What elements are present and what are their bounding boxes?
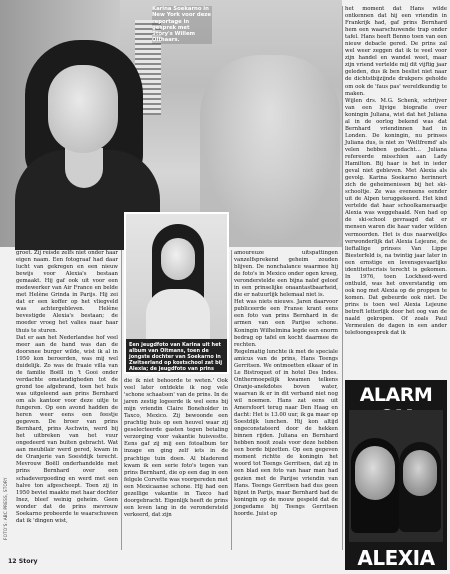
main-photo-caption: Karina Soekarno in New York voor deze reportage in gesprek met Story's Willem Olthaars. [152,6,211,44]
article-column-middle-2 [234,250,338,550]
inset-photo-caption: Een jeugdfoto van Karina uit het album van Oltmans, toen de jongste dochter van Soekarno in Zwitserland op kostschool zat bij Alexia; de jeugdfoto van prins Bernhard. [129,342,223,378]
alarm-title-top: ALARM [359,384,433,406]
magazine-name: Story [18,558,38,565]
paragraph: Het was niets nieuws. Jaren daarvoor publiceerde een Franse krant eens een foto van prins Bernhard in de armen van een Parijse schone. Koningin Wilhelmina legde een enorm bedrag op tafel en kocht daarmee de rechten. [234,299,338,348]
column-divider [121,250,122,550]
main-photo [0,0,342,247]
alexia-photo-face-1 [355,446,395,500]
column-divider [231,250,232,550]
article-column-right [345,6,447,376]
alarm-title-bottom: ALEXIA [357,546,435,570]
alarm-photos [349,410,443,542]
column-divider [342,6,343,550]
girl-body [146,289,210,339]
paragraph: Dat er aan het Nederlandse hof veel meer aan de hand was dan de doorsnee burger wilde, wist ik al in 1950 kon beroerden, was mij wel duidelijk. Zo was de fraaie villa van de familie Boëll in 't Gooi onder verdachte omstandigheden tot de grond toe afgebrand, toen het huis was uitgeleend aan prins Bernhard om als kantoor voor deze uitje te fungeren. Op een avond hadden de heren weer eens een feestje gegeven. De broer van prins Bernhard, prins Aschwin, werd bij het uitbreken van het vuur ongedeerd van buiten gebracht. Wat aan meubilair werd gered, kwam in de Oranjerie van Soestdijk terecht. Mevrouw Boëll onderhandelde met prins Bernhard over een schadevergoeding en werd met een halve ton afgescheept. Toen zij in 1950 beviel maakte met haar dochter Inez, bleef weinig geheim. Geen wonder dat de prins mevrouw Soekarno probeerde te waarschuwen dat ik 'dingen wist, [16,334,118,524]
paragraph: Wijlen drs. M.G. Schenk, schrijver van een lijvige biografie over koningin Juliana, wist dat het Juliana al in de oorlog bekend was dat Bernhard vriendinnen had in Londen. De koningin, nu prinses Juliana dus, is niet zo 'Weltfremd' als velen hebben gedacht… Juliana refereerde misschien aan Lady Hamilton. Bij haar is het in ieder geval niet gebleven. Met Alexia als gevolg. Karina Soekarno herinnert zich de geheimenissen bij het ski-schooltje. Ze was eveneens eender uit de Alpen teruggekeerd. Het kind vertelde dat haar schoolkameraadje Alexia was weggehaald. Nen had op de ski-school gevraagd dat er mensen waren die haar vader wilden vermoorden. Het is dus naarwelijks verwonderlijk dat Alexia Lejeune, de lieftallige prinses Van Lippe Biesterfeld is, na twintig jaar later in een ernstige en levensgevaarlijke identiteitscrisis terecht is gekomen. In 1976, toen Lockheed-werd onthuld, was het onverstandig om ook nog met Alexia op de proppen te komen. Dat gebeurde ook niet. De prins is toen wel Alexia Lejeune betreft letterlijk door het oog van de naald gekropen. Of zoals Paul Vermeulen de dagen in een ander telefoongesprek dat ik [345,97,447,337]
woman-face [48,65,118,153]
woman-neck [65,148,103,188]
paragraph: amoureuze uitspattingen vanzelfsprekend geheim zouden blijven. De nonchalance waarmee hij de foto's in Mexico onder ogen kreeg, veronderstelde een bijna naïef geloof in een prinselijke onaantastbaarheid, die er natuurlijk helemaal niet is. [234,250,338,299]
page-number: 12 [8,558,17,565]
alarm-om-alexia-box [345,380,447,570]
girl-face [161,238,195,280]
inset-photo-image [126,214,227,339]
article-column-middle-1 [124,378,228,550]
photo-credit: FOTO'S: ABC PRESS, STORY [3,477,8,540]
inset-photo [124,212,229,378]
paragraph: het moment dat Hans wilde ontkennen dat hij een vriendin in Frankrijk had, gaf prins Bernhard hem een waarschuwende trap onder tafel. Hans heeft Benno toen van een nieuw debacle gered. De prins zal wel weer zeggen dat ik te veel voor zijn handel en wandel weet, maar zijn vriend vertelde mij dit vijftig jaar geleden, dus ik ben beslist niet naar de dichtstbijzijnde drukpers geholde om ook de 'faus pas' wereldkundig te maken. [345,6,447,97]
alexia-photo-face-2 [403,450,437,496]
paragraph: die ik niet behoorde te weten.' Ook veel later ontdekte ik nog vele 'schone schaatsen' van de prins. In de jaren zestig logeerde ik wel eens bij mijn vriendin Claire Boneholder in Taxco, Mexico. Zij bewoonde een prachtig huis op een heuvel waar zij geselecteerde gasten tegen betaling verzorging voor vakantie huisvestte. Eens gaf zij mij een fotoalbum ter inzage en ging zelf iets in de prachtige tuin doen. Al bladerend kwam ik een serie foto's tegen van prins Bernhard, die op een dag in een felgele Corvette was voorgereden met een Mexicaanse schone. Hij had een gezellige vakantie in Taxco had doorgebracht. Eigenlijk heeft de prins een leven lang in de verondersteld verkeerd, dat zijn [124,378,228,518]
paragraph: groet. Zij reisde zelfs niet onder haar eigen naam. Een fotograaf had daar lucht van gekregen en een nieuw bewijs voor Alexia's bestaan gemaakt. Hij gaf ook uit voor een medewerker van Air France en belde met Helène Grinda in Parijs. Hij zei dat er een koffer op het vliegveld was achtergebleven. Helène bevestigde Alexia's bestaan; de moeder vroeg het valies naar haar thuis te sturen. [16,250,118,334]
page-footer [8,558,38,565]
article-column-left [16,250,118,550]
paragraph: Regelmatig lunchte ik met de speciale amicus van de prins, Hans Teengs Gerritsen. We ontmoetten elkaar of in Le Bistroquet of in hotel Des Indes. Onthermoepelijk kwamen telkens Oranje-anekdotes boven water, waarvan ik er in dit verband niet nog wil noemen. Hans zat eens uit Amersfoort terug naar Den Haag en dacht: Het is 13.00 uur, ik ga maar op Soestdijk lunchen. Hij kon altijd ongeconstateerd door de hekken binnen rijden. Juliana en Bernhard hebben nooit zoals voor deze hebben een borde bijzetten. Op een gegeven moment richtte de koningin het woord tot Teengs Gerritsen, dat zij in een blad een foto van haar man had gezien met de Parijse vriendin van Hans. Teengs Gerritsen had dus geen bijzet in Parijs, maar Bernhard had de koningin op de mouw gespeld dat de jongedame bij Teengs Gerritsen hoorde. Juist op [234,348,338,517]
